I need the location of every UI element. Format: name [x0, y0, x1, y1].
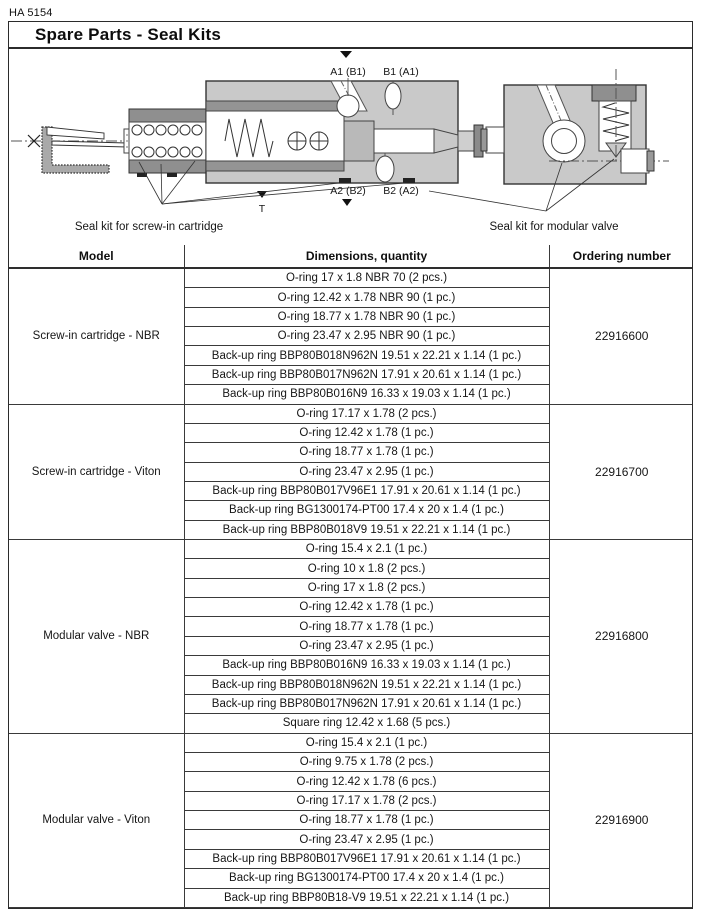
ordering-number-cell: 22916800: [549, 540, 692, 734]
dimension-cell: O-ring 12.42 x 1.78 NBR 90 (1 pc.): [184, 288, 549, 307]
seal-kits-table-wrap: [9, 245, 692, 908]
ordering-number-cell: 22916700: [549, 404, 692, 540]
hook-bracket: [42, 127, 127, 173]
table-header-row: [9, 245, 692, 268]
dimension-cell: O-ring 18.77 x 1.78 (1 pc.): [184, 811, 549, 830]
dimension-cell: O-ring 10 x 1.8 (2 pcs.): [184, 559, 549, 578]
flow-arrow-a2-icon: [342, 199, 352, 206]
table-row: [9, 404, 692, 423]
stem: [458, 131, 474, 151]
dimension-cell: O-ring 17.17 x 1.78 (2 pcs.): [184, 404, 549, 423]
spring-chamber: [129, 109, 206, 177]
dimension-cell: Back-up ring BBP80B017N962N 17.91 x 20.61 x 1.14 (1 pc.): [184, 365, 549, 384]
model-cell: Screw-in cartridge - NBR: [9, 268, 184, 404]
dimension-cell: Back-up ring BBP80B017V96E1 17.91 x 20.61 x 1.14 (1 pc.): [184, 481, 549, 500]
dimension-cell: Back-up ring BBP80B018N962N 19.51 x 22.21 x 1.14 (1 pc.): [184, 675, 549, 694]
flow-arrow-top-icon: [340, 51, 352, 58]
doc-number: HA 5154: [9, 7, 53, 19]
dimension-cell: O-ring 17 x 1.8 (2 pcs.): [184, 578, 549, 597]
dimension-cell: Back-up ring BBP80B016N9 16.33 x 19.03 x 1.14 (1 pc.): [184, 656, 549, 675]
piston: [374, 129, 434, 153]
dimension-cell: Back-up ring BBP80B018V9 19.51 x 22.21 x 1.14 (1 pc.): [184, 520, 549, 539]
port-b1-bore: [385, 83, 401, 109]
port-label-a1: A1 (B1): [330, 66, 366, 78]
dimension-cell: Back-up ring BG1300174-PT00 17.4 x 20 x 1.4 (1 pc.): [184, 869, 549, 888]
dimension-cell: O-ring 23.47 x 2.95 (1 pc.): [184, 462, 549, 481]
header-model: Model: [9, 245, 184, 268]
bore-band-top: [206, 101, 344, 111]
seal-kits-table-body: [9, 268, 692, 908]
dimension-cell: O-ring 23.47 x 2.95 NBR 90 (1 pc.): [184, 327, 549, 346]
dimension-cell: O-ring 12.42 x 1.78 (1 pc.): [184, 423, 549, 442]
dimension-cell: O-ring 17.17 x 1.78 (2 pcs.): [184, 791, 549, 810]
seal-mark: [339, 178, 351, 183]
dimension-cell: O-ring 18.77 x 1.78 NBR 90 (1 pc.): [184, 307, 549, 326]
caption-screw-in-cartridge: Seal kit for screw-in cartridge: [74, 221, 224, 233]
table-row: [9, 540, 692, 559]
dimension-cell: O-ring 9.75 x 1.78 (2 pcs.): [184, 752, 549, 771]
dimension-cell: Back-up ring BBP80B017V96E1 17.91 x 20.61 x 1.14 (1 pc.): [184, 849, 549, 868]
port-label-a2: A2 (B2): [330, 185, 366, 197]
port-label-b1: B1 (A1): [383, 66, 419, 78]
dimension-cell: Back-up ring BBP80B017N962N 17.91 x 20.61 x 1.14 (1 pc.): [184, 694, 549, 713]
bottom-port-fitting: [621, 149, 649, 173]
bore-band-bottom: [206, 161, 344, 171]
dimension-cell: O-ring 18.77 x 1.78 (1 pc.): [184, 443, 549, 462]
check-valve-cap: [592, 85, 636, 101]
dimension-cell: Back-up ring BBP80B016N9 16.33 x 19.03 x 1.14 (1 pc.): [184, 385, 549, 404]
dimension-cell: Back-up ring BBP80B18-V9 19.51 x 22.21 x 1.14 (1 pc.): [184, 888, 549, 908]
dimension-cell: O-ring 17 x 1.8 NBR 70 (2 pcs.): [184, 268, 549, 288]
port-b2-bore: [376, 156, 394, 182]
caption-modular-valve: Seal kit for modular valve: [489, 221, 619, 233]
dimension-cell: O-ring 15.4 x 2.1 (1 pc.): [184, 733, 549, 752]
port-label-b2: B2 (A2): [383, 185, 419, 197]
dimension-cell: O-ring 23.47 x 2.95 (1 pc.): [184, 830, 549, 849]
main-bore-inner: [552, 129, 577, 154]
dimension-cell: O-ring 23.47 x 2.95 (1 pc.): [184, 636, 549, 655]
table-row: [9, 268, 692, 288]
model-cell: Screw-in cartridge - Viton: [9, 404, 184, 540]
seal-kit-diagram: [9, 49, 692, 245]
seal-mark: [403, 178, 415, 183]
header-ordering-number: Ordering number: [549, 245, 692, 268]
title-bar: [9, 22, 692, 49]
dimension-cell: O-ring 12.42 x 1.78 (1 pc.): [184, 598, 549, 617]
model-cell: Modular valve - Viton: [9, 733, 184, 907]
valve-cross-section-drawing: [9, 49, 692, 245]
dimension-cell: O-ring 18.77 x 1.78 (1 pc.): [184, 617, 549, 636]
dimension-cell: O-ring 12.42 x 1.78 (6 pcs.): [184, 772, 549, 791]
ordering-number-cell: 22916900: [549, 733, 692, 907]
table-row: [9, 733, 692, 752]
header-dimensions: Dimensions, quantity: [184, 245, 549, 268]
sleeve: [344, 121, 374, 161]
content-frame: [8, 21, 693, 909]
page-title: Spare Parts - Seal Kits: [35, 24, 222, 44]
left-port-band: [481, 129, 487, 151]
left-port-fitting: [486, 127, 504, 153]
bottom-port-band: [647, 151, 654, 171]
dimension-cell: O-ring 15.4 x 2.1 (1 pc.): [184, 540, 549, 559]
port-label-t: T: [258, 203, 266, 215]
seal-kits-table: [9, 245, 692, 908]
ordering-number-cell: 22916600: [549, 268, 692, 404]
dimension-cell: Back-up ring BBP80B018N962N 19.51 x 22.21 x 1.14 (1 pc.): [184, 346, 549, 365]
port-a1-bore: [337, 95, 359, 117]
dimension-cell: Square ring 12.42 x 1.68 (5 pcs.): [184, 714, 549, 733]
dimension-cell: Back-up ring BG1300174-PT00 17.4 x 20 x 1.4 (1 pc.): [184, 501, 549, 520]
model-cell: Modular valve - NBR: [9, 540, 184, 734]
